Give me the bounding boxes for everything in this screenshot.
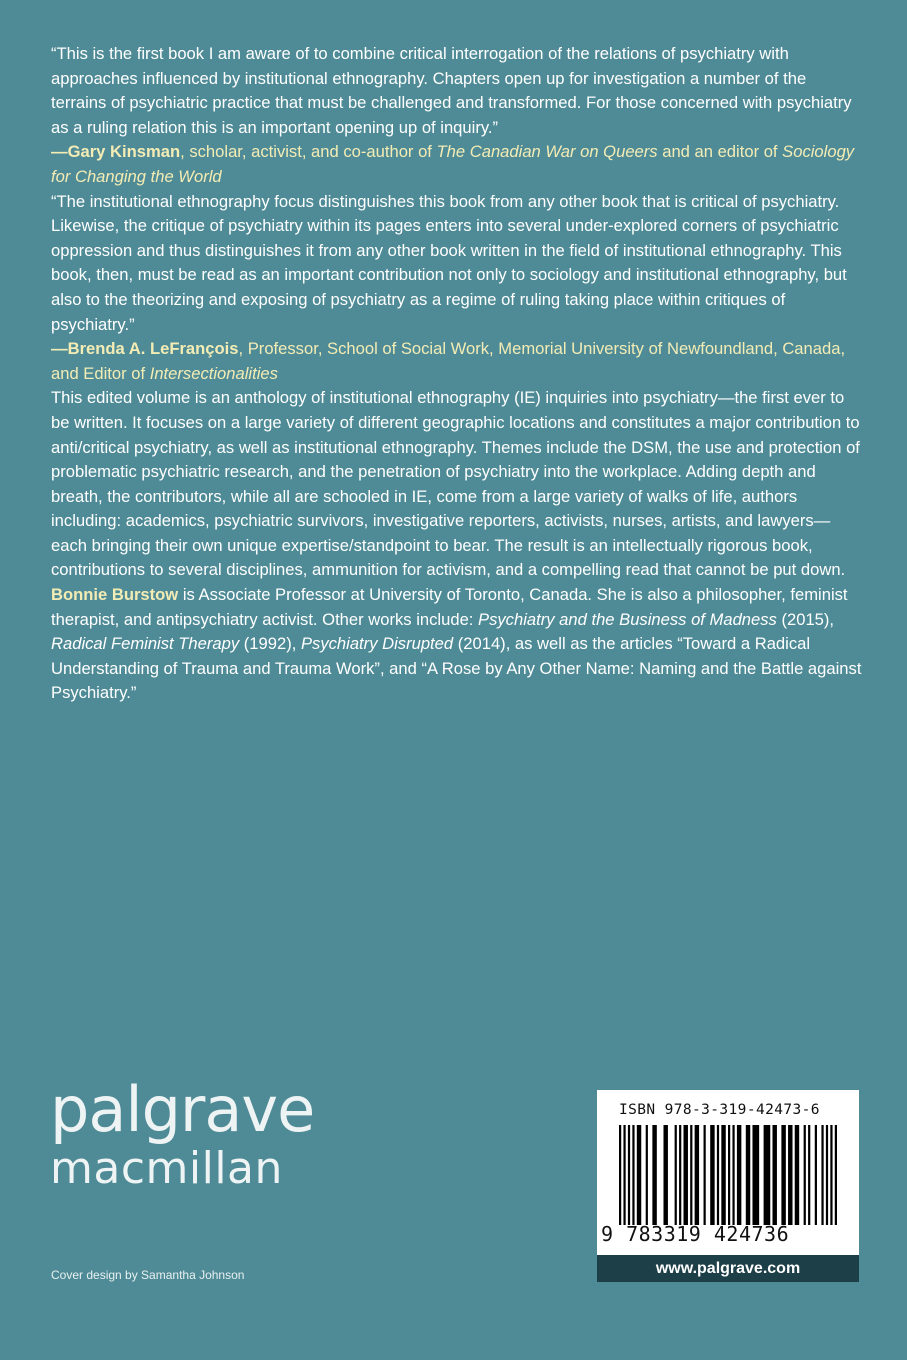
barcode-bar [737, 1125, 741, 1225]
endorsement-1-between: and an editor of [657, 142, 783, 162]
endorsement-2 [51, 190, 863, 387]
endorsement-2-book-title: Intersectionalities [149, 363, 278, 383]
barcode-bar [764, 1125, 771, 1225]
barcode-bar [684, 1125, 688, 1225]
back-cover-text [51, 42, 863, 706]
barcode-bar [721, 1125, 725, 1225]
endorsement-2-author: —Brenda A. LeFrançois [51, 339, 239, 359]
endorsement-1-book-title-2: Sociology for Changing the World [51, 142, 855, 186]
barcode-bar [690, 1125, 692, 1225]
barcode-bar [821, 1125, 823, 1225]
author-bio [51, 583, 863, 706]
endorsement-2-text: “The institutional ethnography focus distinguishes this book from any other book that is critical of psychiatry. Likewise, the critique of psychiatry within its pages enters into several under-explored corners of psychiatric oppression and thus distinguishes it from any other book written in the field of institutional ethnography. This book, then, must be read as an important contribution not only to sociology and institutional ethnography, but also to the theorizing and exposing of psychiatry as a regime of ruling taking place within critiques of psychiatry.” [51, 191, 847, 334]
barcode-icon [619, 1125, 837, 1225]
barcode-bar [788, 1125, 792, 1225]
endorsement-1-author: —Gary Kinsman [51, 142, 181, 162]
barcode-bar [619, 1125, 621, 1225]
endorsement-2-role: , Professor, School of Social Work, Memorial University of Newfoundland, Canada, and Editor of [51, 339, 846, 383]
isbn-label: ISBN 978-3-319-42473-6 [619, 1102, 820, 1118]
barcode-bar [646, 1125, 648, 1225]
barcode-bar [808, 1125, 810, 1225]
publisher-url: www.palgrave.com [597, 1255, 859, 1282]
book-description: This edited volume is an anthology of institutional ethnography (IE) inquiries into psychiatry—the first ever to be written. It focuses on a large variety of different geographic locations and constitutes a major contribution to anti/critical psychiatry, as well as institutional ethnography. Themes include the DSM, the use and protection of problematic psychiatric research, and the penetration of psychiatry into the workplace. Adding depth and breath, the contributors, while all are schooled in IE, come from a large variety of walks of life, authors including: academics, psychiatric survivors, investigative reporters, activists, nurses, artists, and lawyers—each bringing their own unique expertise/standpoint to bear. The result is an intellectually rigorous book, contributions to several disciplines, ammunition for activism, and a compelling read that cannot be put down. [51, 388, 860, 580]
barcode-bar [746, 1125, 750, 1225]
barcode-bar [663, 1125, 667, 1225]
bio-work-2: Radical Feminist Therapy [51, 634, 240, 654]
barcode-bar [710, 1125, 714, 1225]
barcode-bar [732, 1125, 734, 1225]
barcode-bar [795, 1125, 799, 1225]
endorsement-1-book-title: The Canadian War on Queers [436, 142, 658, 162]
barcode-bar [632, 1125, 634, 1225]
barcode-bar [679, 1125, 681, 1225]
barcode-bar [830, 1125, 832, 1225]
cover-design-credit: Cover design by Samantha Johnson [51, 1268, 245, 1282]
bio-text-4: (2014), as well as the articles “Toward a Radical Understanding of Trauma and Trauma Work”, and “A Rose by Any Other Name: Naming and the Battle against Psychiatry.” [51, 634, 862, 703]
barcode-bar [675, 1125, 677, 1225]
barcode-bar [717, 1125, 719, 1225]
barcode-bar [752, 1125, 759, 1225]
endorsement-1-text: “This is the first book I am aware of to combine critical interrogation of the relations of psychiatry with approaches influenced by institutional ethnography. Chapters open up for investigation a number of the terrains of psychiatric practice that must be challenged and transformed. For those concerned with psychiatry as a ruling relation this is an important opening up of inquiry.” [51, 44, 852, 137]
barcode-bar [652, 1125, 656, 1225]
barcode-bar [704, 1125, 706, 1225]
barcode-bar [826, 1125, 828, 1225]
publisher-logo-line-2: macmillan [50, 1143, 283, 1194]
publisher-logo-line-1: palgrave [50, 1073, 315, 1146]
barcode-bar [637, 1125, 641, 1225]
endorsement-1 [51, 42, 863, 190]
bio-work-3: Psychiatry Disrupted [300, 634, 454, 654]
isbn-barcode-box [597, 1090, 859, 1255]
barcode-bar [781, 1125, 785, 1225]
publisher-logo [50, 1073, 315, 1194]
barcode-bar [835, 1125, 837, 1225]
barcode-digits: 9 783319 424736 [601, 1222, 790, 1246]
barcode-bar [623, 1125, 625, 1225]
bio-text-1: is Associate Professor at University of Toronto, Canada. She is also a philosopher, feminist therapist, and antipsychiatry activist. Other works include: [51, 585, 848, 629]
barcode-bar [815, 1125, 817, 1225]
barcode-bar [804, 1125, 806, 1225]
barcode-bar [695, 1125, 699, 1225]
barcode-bar [772, 1125, 776, 1225]
bio-text-3: (1992), [239, 634, 301, 654]
author-name: Bonnie Burstow [51, 585, 179, 605]
bio-text-2: (2015), [776, 609, 835, 629]
barcode-bar [628, 1125, 630, 1225]
bio-work-1: Psychiatry and the Business of Madness [478, 609, 777, 629]
barcode-bar [728, 1125, 730, 1225]
endorsement-1-role: , scholar, activist, and co-author of [180, 142, 437, 162]
